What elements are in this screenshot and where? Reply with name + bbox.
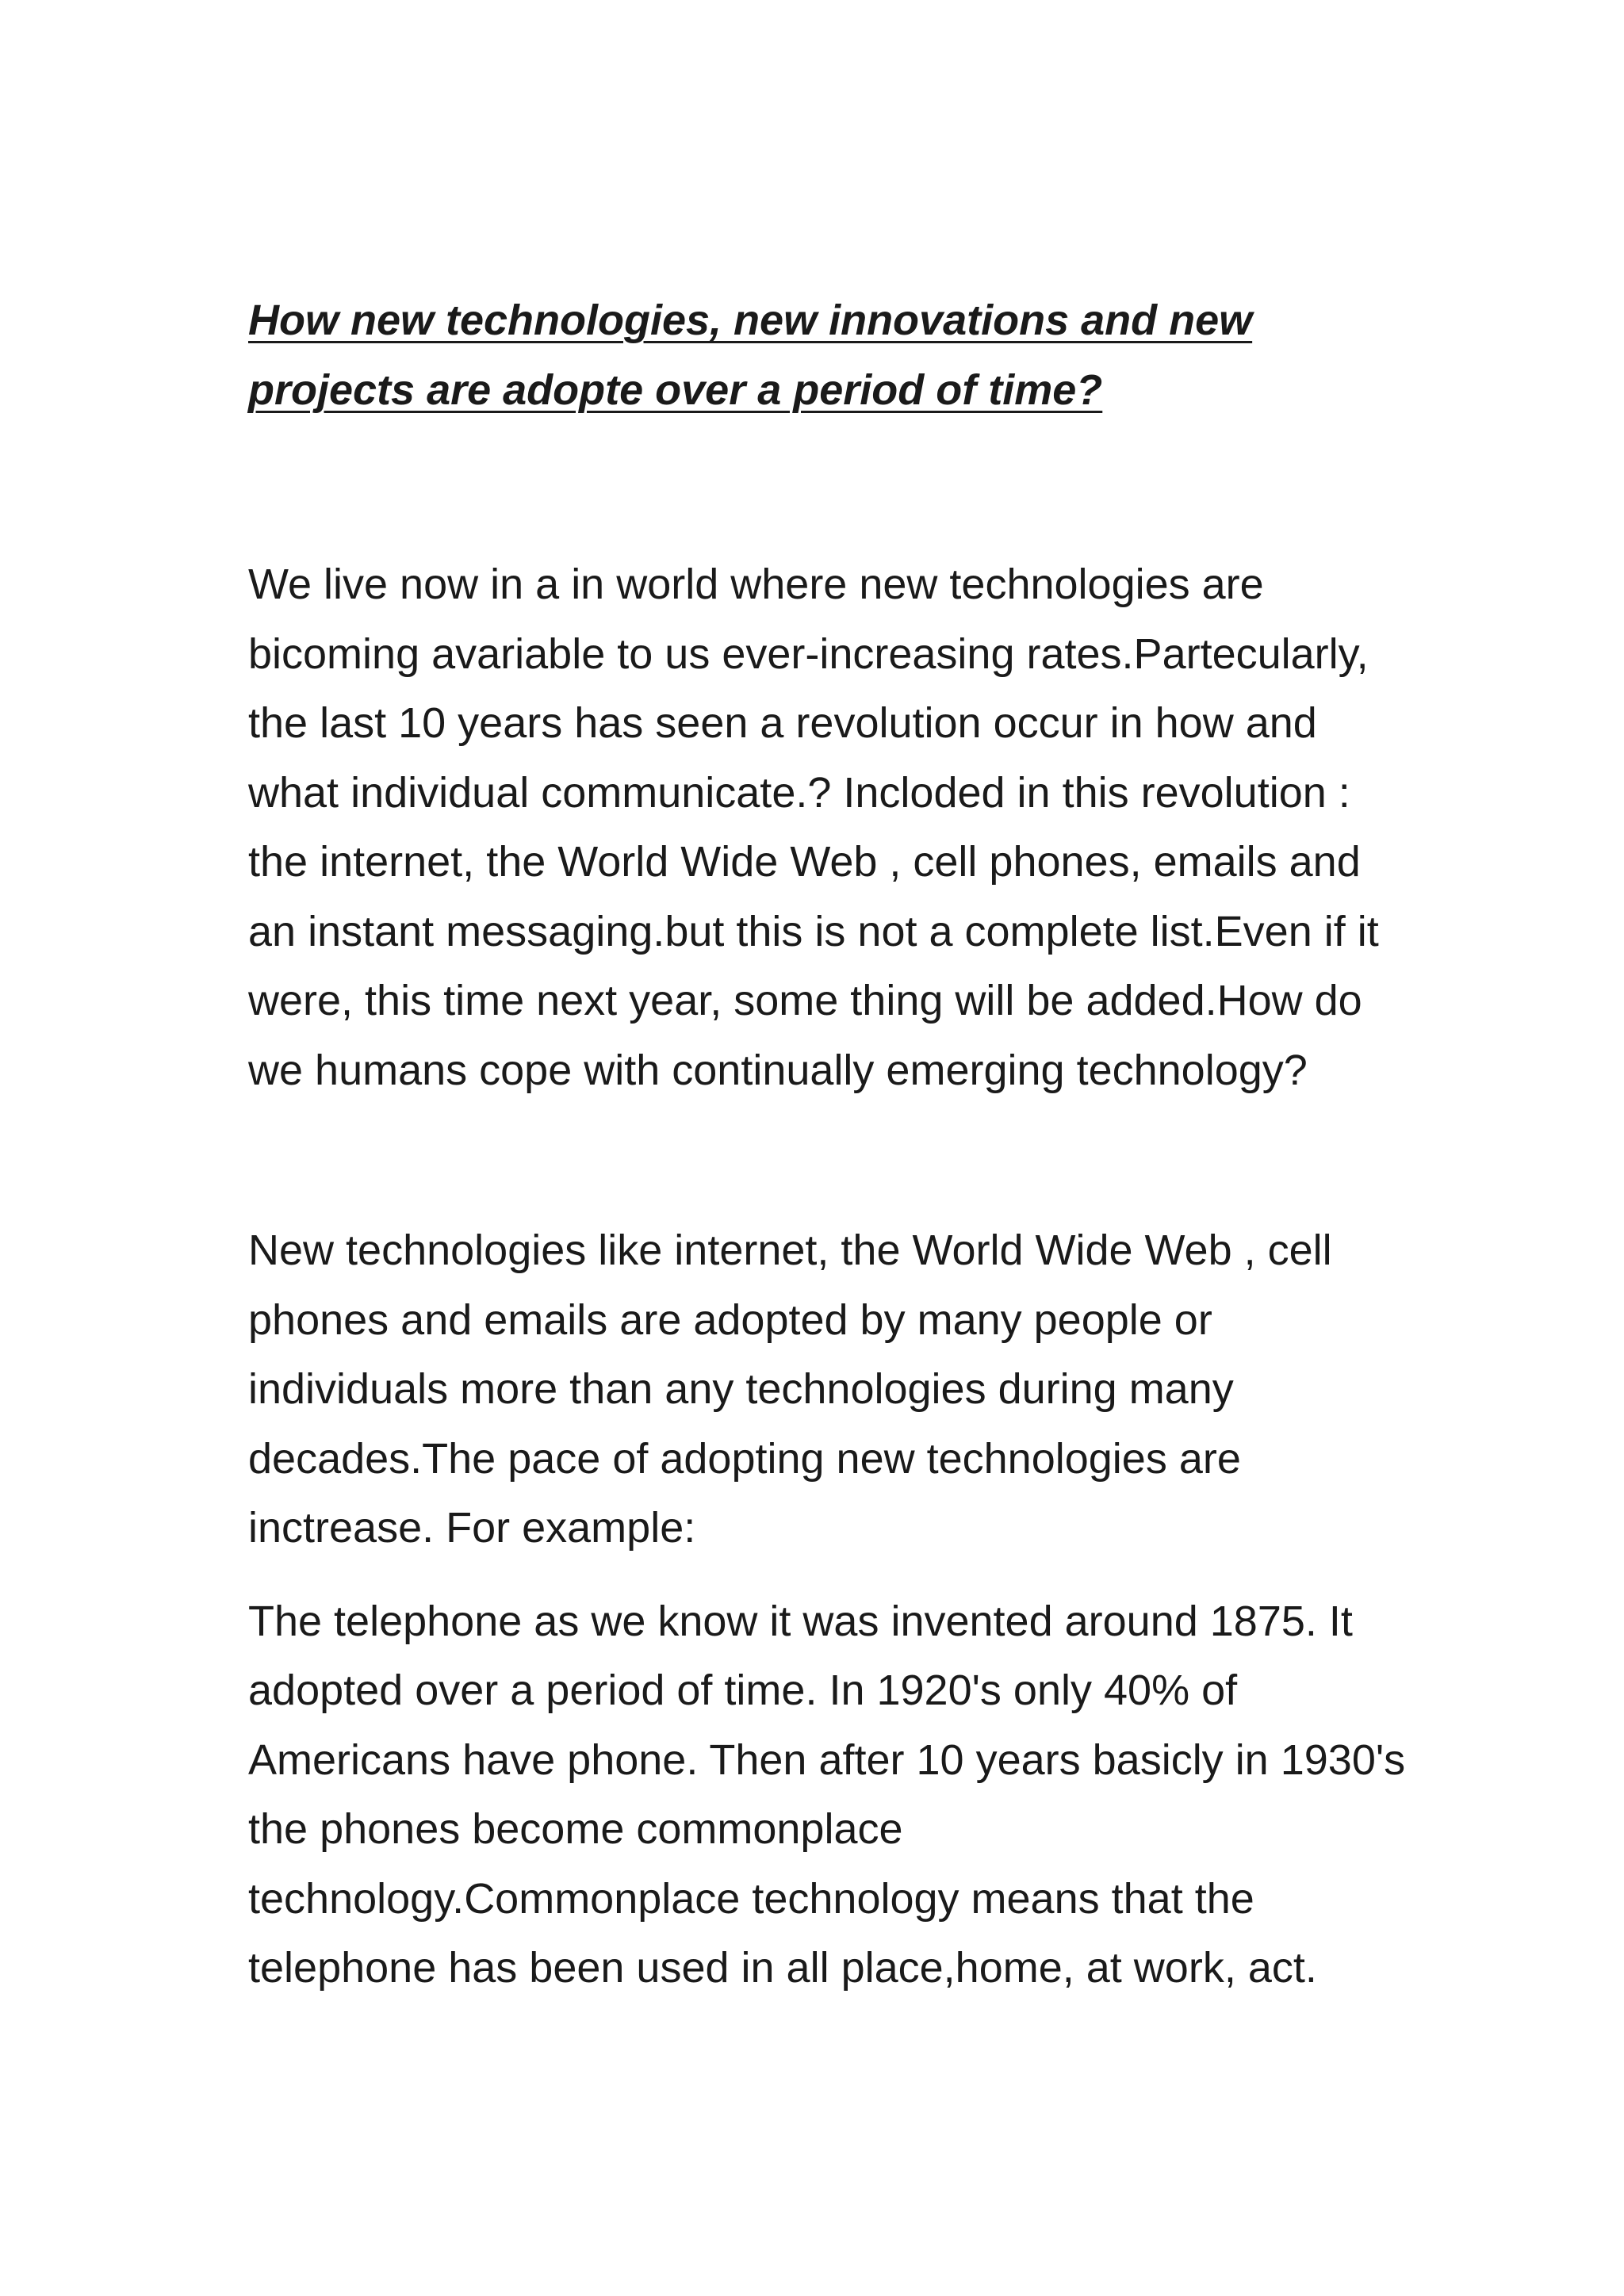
paragraph-telephone-example: The telephone as we know it was invented around 1875. It adopted over a period of time. In 1920's only 40% of Americans have phone. Then after 10 years basicly in 1930's the phones become commonplace technology.Commonplace technology means that the telephone has been used in all place,home, at work, act. (248, 1597, 1406, 1992)
document-body (248, 285, 1406, 2003)
paragraph-intro: We live now in a in world where new technologies are bicoming avariable to us ever-increasing rates.Partecularly, the last 10 years has seen a revolution occur in how and what individual communicate.? Incloded in this revolution : the internet, the World Wide Web , cell phones, emails and an instant messaging.but this is not a complete list.Even if it were, this time next year, some thing will be added.How do we humans cope with continually emerging technology? (248, 561, 1379, 1094)
document-title: How new technologies, new innovations and new projects are adopte over a period of time? (248, 297, 1253, 414)
paragraph-adoption: New technologies like internet, the World Wide Web , cell phones and emails are adopted by many people or individuals more than any technologies during many decades.The pace of adopting new technologies are inctrease. For example: (248, 1226, 1332, 1552)
